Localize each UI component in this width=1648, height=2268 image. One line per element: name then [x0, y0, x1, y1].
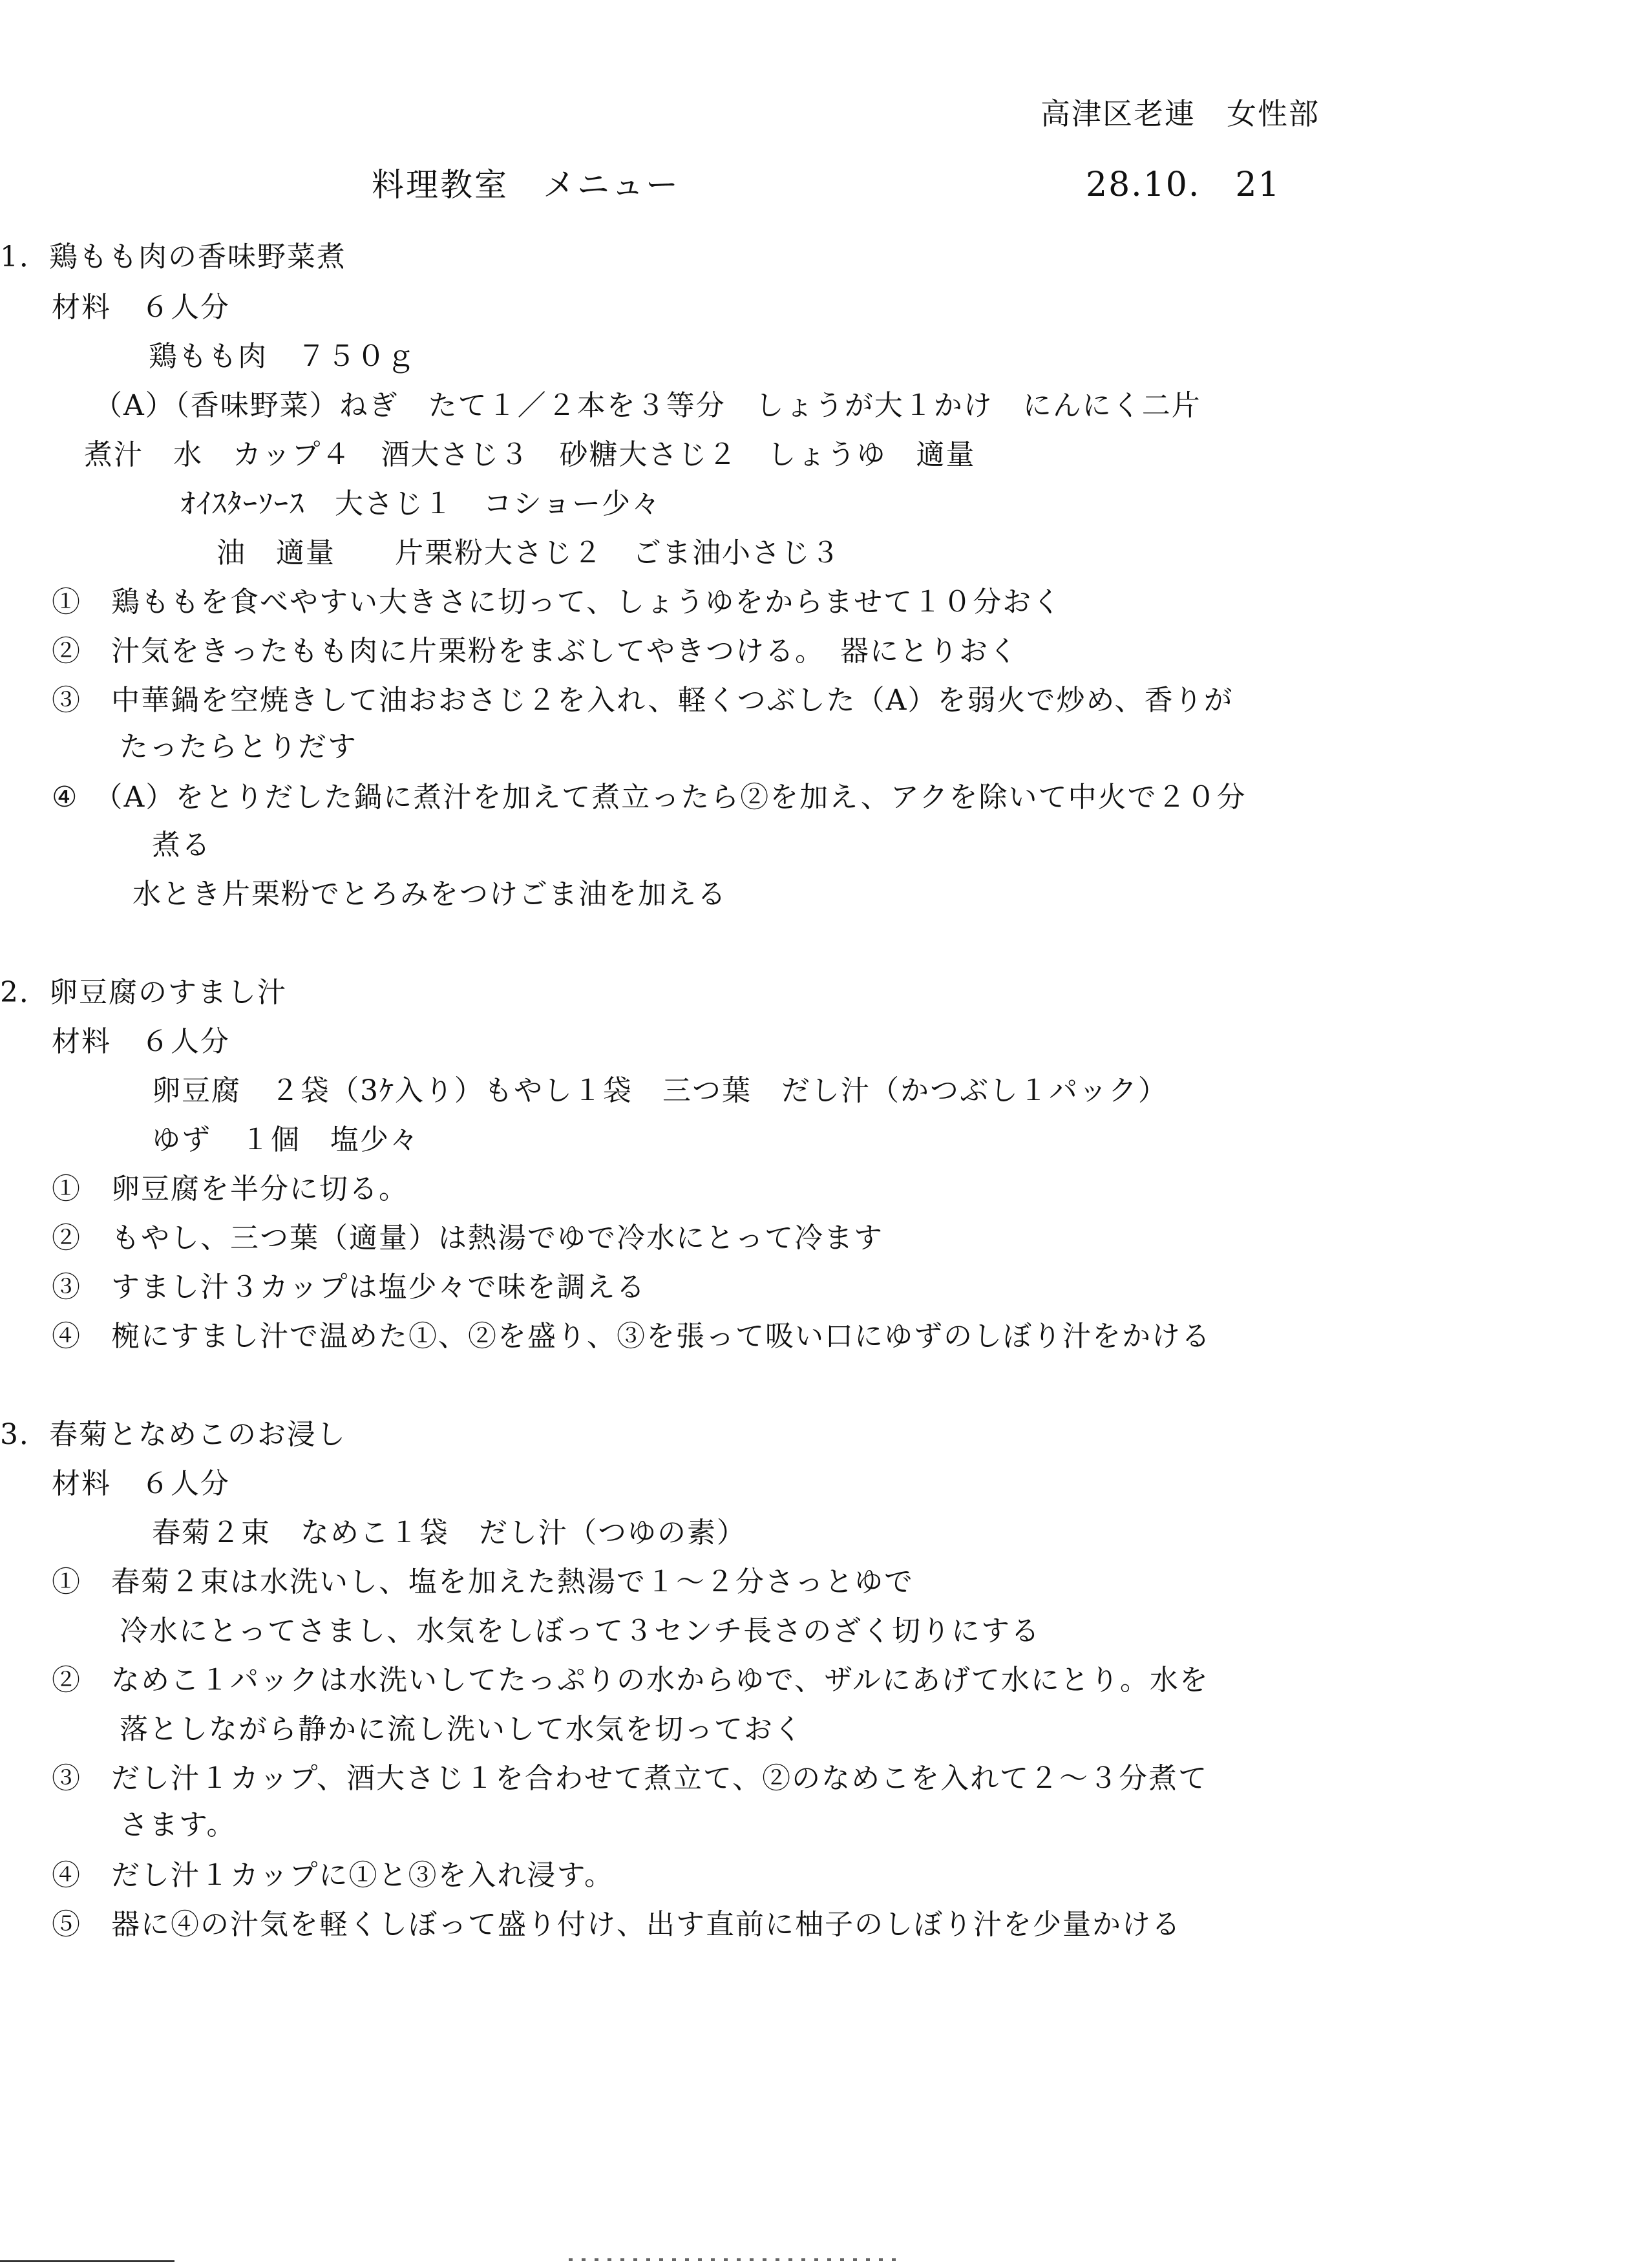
- section-1-ingredient: （A）（香味野菜）ねぎ たて１／２本を３等分 しょうが大１かけ にんにく二片: [94, 389, 1201, 422]
- section-3-step: ④ だし汁１カップに①と③を入れ浸す。: [52, 1859, 615, 1892]
- section-1-step: 水とき片栗粉でとろみをつけごま油を加える: [132, 878, 727, 911]
- section-3-ingredient: 春菊２束 なめこ１袋 だし汁（つゆの素）: [152, 1516, 746, 1549]
- section-1-step: ③ 中華鍋を空焼きして油おおさじ２を入れ、軽くつぶした（A）を弱火で炒め、香りが: [52, 684, 1234, 717]
- section-1-step: たったらとりだす: [120, 730, 357, 763]
- section-2-ingredient: ゆず １個 塩少々: [152, 1123, 419, 1156]
- section-1-servings: 材料 ６人分: [52, 291, 230, 324]
- section-1-ingredient: ｵｲｽﾀｰｿｰｽ 大さじ１ コショー少々: [181, 487, 662, 520]
- section-2-heading: 2．卵豆腐のすまし汁: [0, 976, 287, 1009]
- section-3-step: ① 春菊２束は水洗いし、塩を加えた熱湯で１～２分さっとゆで: [52, 1565, 914, 1598]
- section-1-step: ④ （A）をとりだした鍋に煮汁を加えて煮立ったら②を加え、アクを除いて中火で２０分: [52, 781, 1247, 814]
- section-2-step: ② もやし、三つ葉（適量）は熱湯でゆで冷水にとって冷ます: [52, 1222, 884, 1255]
- footer-divider: [0, 2260, 174, 2262]
- section-3-servings: 材料 ６人分: [52, 1467, 230, 1500]
- organization-name: 高津区老連 女性部: [1041, 96, 1320, 131]
- section-3-step: 落としながら静かに流し洗いして水気を切っておく: [120, 1713, 803, 1746]
- section-1-step: ② 汁気をきったもも肉に片栗粉をまぶしてやきつける。 器にとりおく: [52, 635, 1019, 668]
- section-3-step: さます。: [120, 1808, 237, 1841]
- section-2-step: ③ すまし汁３カップは塩少々で味を調える: [52, 1271, 646, 1304]
- section-3-step: ⑤ 器に④の汁気を軽くしぼって盛り付け、出す直前に柚子のしぼり汁を少量かける: [52, 1908, 1181, 1941]
- section-3-step: ③ だし汁１カップ、酒大さじ１を合わせて煮立て、②のなめこを入れて２～３分煮て: [52, 1762, 1209, 1795]
- document-date: 28.10. 21: [1086, 165, 1281, 204]
- footer-dotted-line: [569, 2258, 905, 2261]
- section-3-heading: 3．春菊となめこのお浸し: [0, 1418, 346, 1451]
- section-2-servings: 材料 ６人分: [52, 1025, 230, 1058]
- section-1-step: 煮る: [152, 829, 211, 862]
- section-1-ingredient: 鶏もも肉 ７５０ｇ: [149, 340, 416, 373]
- section-3-step: ② なめこ１パックは水洗いしてたっぷりの水からゆで、ザルにあげて水にとり。水を: [52, 1664, 1209, 1697]
- page-title: 料理教室 メニュー: [372, 166, 680, 204]
- section-1-ingredient: 油 適量 片栗粉大さじ２ ごま油小さじ３: [217, 536, 841, 569]
- section-2-ingredient: 卵豆腐 ２袋（3ｹ入り）もやし１袋 三つ葉 だし汁（かつぶし１パック）: [152, 1074, 1168, 1107]
- section-1-heading: 1．鶏もも肉の香味野菜煮: [0, 240, 346, 273]
- section-2-step: ① 卵豆腐を半分に切る。: [52, 1172, 408, 1205]
- section-3-step: 冷水にとってさまし、水気をしぼって３センチ長さのざく切りにする: [120, 1615, 1041, 1648]
- section-2-step: ④ 椀にすまし汁で温めた①、②を盛り、③を張って吸い口にゆずのしぼり汁をかける: [52, 1320, 1211, 1353]
- section-1-ingredient: 煮汁 水 カップ４ 酒大さじ３ 砂糖大さじ２ しょうゆ 適量: [84, 438, 976, 471]
- section-1-step: ① 鶏ももを食べやすい大きさに切って、しょうゆをからませて１０分おく: [52, 586, 1062, 619]
